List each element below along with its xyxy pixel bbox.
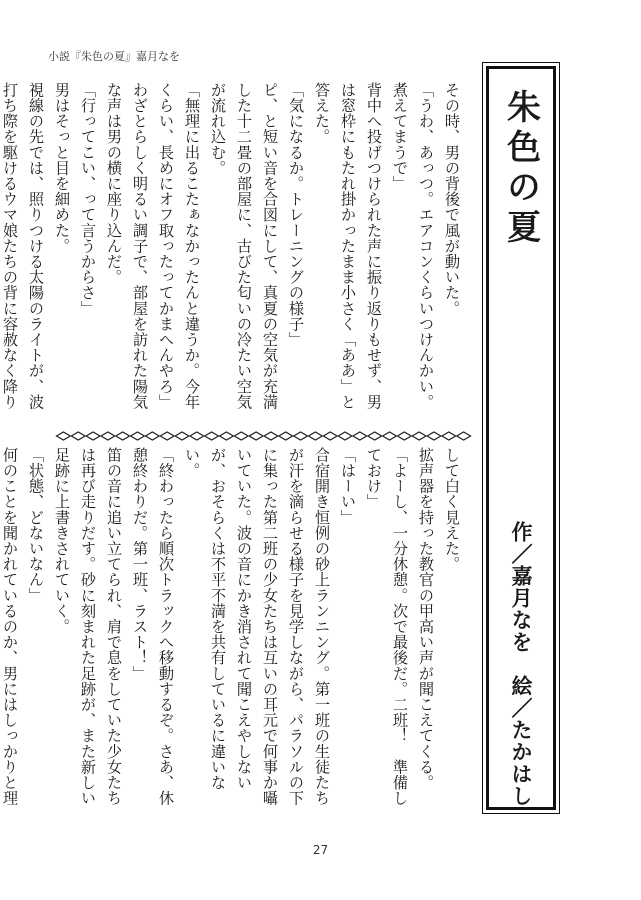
divider-diamond [249, 432, 263, 440]
paragraph: 拡声器を持った教官の甲高い声が聞こえてくる。 [417, 447, 435, 791]
section-divider [56, 431, 471, 441]
divider-diamond [86, 432, 100, 440]
divider-diamond [220, 432, 234, 440]
story-title: 朱色の夏 [500, 89, 541, 249]
paragraph: わざとらしく明るい調子で、部屋を訪れた陽気な声は男の横に座り込んだ。 [105, 82, 149, 410]
divider-diamond [353, 432, 367, 440]
divider-diamond [457, 432, 471, 440]
title-panel [486, 66, 556, 810]
divider-diamond [294, 432, 308, 440]
divider-diamond [383, 432, 397, 440]
divider-diamond [412, 432, 426, 440]
page-number: 27 [312, 843, 329, 857]
divider-diamond [427, 432, 441, 440]
paragraph: ピ、と短い音を合図にして、真夏の空気が充満した十二畳の部屋に、古びた匂いの冷たい空気が流れ込む。 [209, 82, 279, 410]
paragraph: 笛の音に追い立てられ、肩で息をしていた少女たちは再び走りだす。砂に刻まれた足跡が、また新しい足跡に上書きされていく。 [53, 447, 123, 806]
divider-diamond [234, 432, 248, 440]
divider-diamond [205, 432, 219, 440]
divider-diamond [308, 432, 322, 440]
paragraph: 「はーい」 [339, 447, 357, 525]
divider-diamond [323, 432, 337, 440]
divider-diamond [71, 432, 85, 440]
paragraph: して白く見えた。 [443, 447, 461, 572]
paragraph: 「無理に出るこたぁなかったんと違うか。今年くらい、長めにオフ取ったってかまへんやろ」 [157, 82, 201, 410]
paragraph: 視線の先では、照りつける太陽のライトが、波打ち際を駆けるウマ娘たちの背に容赦なく降り [1, 82, 45, 410]
body-text-upper [1, 82, 465, 422]
divider-diamond [338, 432, 352, 440]
paragraph: 「よーし、一分休憩。次で最後だ。二班！ 準備しておけ」 [365, 447, 409, 806]
paragraph: 合宿開き恒例の砂上ランニング。第一班の生徒たちが汗を滴らせる様子を見学しながら、パラソルの下に集った第二班の少女たちは互いの耳元で何事か囁いていた。波の音にかき消されて聞こえやしないが、おそらくは不平不満を共有しているに違いない。 [183, 447, 331, 806]
divider-diamond [279, 432, 293, 440]
divider-diamond [131, 432, 145, 440]
paragraph: 「状態、どないなん」 [27, 447, 45, 603]
divider-diamond [368, 432, 382, 440]
divider-diamond [116, 432, 130, 440]
paragraph: 男はそっと目を細めた。 [53, 82, 71, 254]
running-title: 小説『朱色の夏』嘉月なを [48, 50, 180, 63]
paragraph: 「終わったら順次トラックへ移動するぞ。さあ、休憩終わりだ。第一班、ラスト！」 [131, 447, 175, 806]
paragraph: 「行ってこい、って言うからさ」 [79, 82, 97, 316]
author-illustrator-credit: 作／嘉月なを 絵／たかはし [509, 521, 534, 807]
divider-diamond [145, 432, 159, 440]
paragraph: 背中へ投げつけられた声に振り返りもせず、男は窓枠にもたれ掛かったまま小さく「ああ」と答えた。 [313, 82, 383, 410]
divider-diamond [264, 432, 278, 440]
body-text-lower [1, 447, 465, 817]
divider-diamond [442, 432, 456, 440]
divider-diamond [160, 432, 174, 440]
paragraph: その時、男の背後で風が動いた。 [443, 82, 461, 316]
divider-diamond [175, 432, 189, 440]
divider-diamond [190, 432, 204, 440]
divider-diamond [397, 432, 411, 440]
paragraph: 「気になるか。トレーニングの様子」 [287, 82, 305, 348]
divider-diamond [101, 432, 115, 440]
divider-diamond [57, 432, 71, 440]
paragraph: 「うわ、あっつ。エアコンくらいつけんかい。煮えてまうで」 [391, 82, 435, 410]
paragraph: 何のことを聞かれているのか、男にはしっかりと理 [1, 447, 19, 806]
